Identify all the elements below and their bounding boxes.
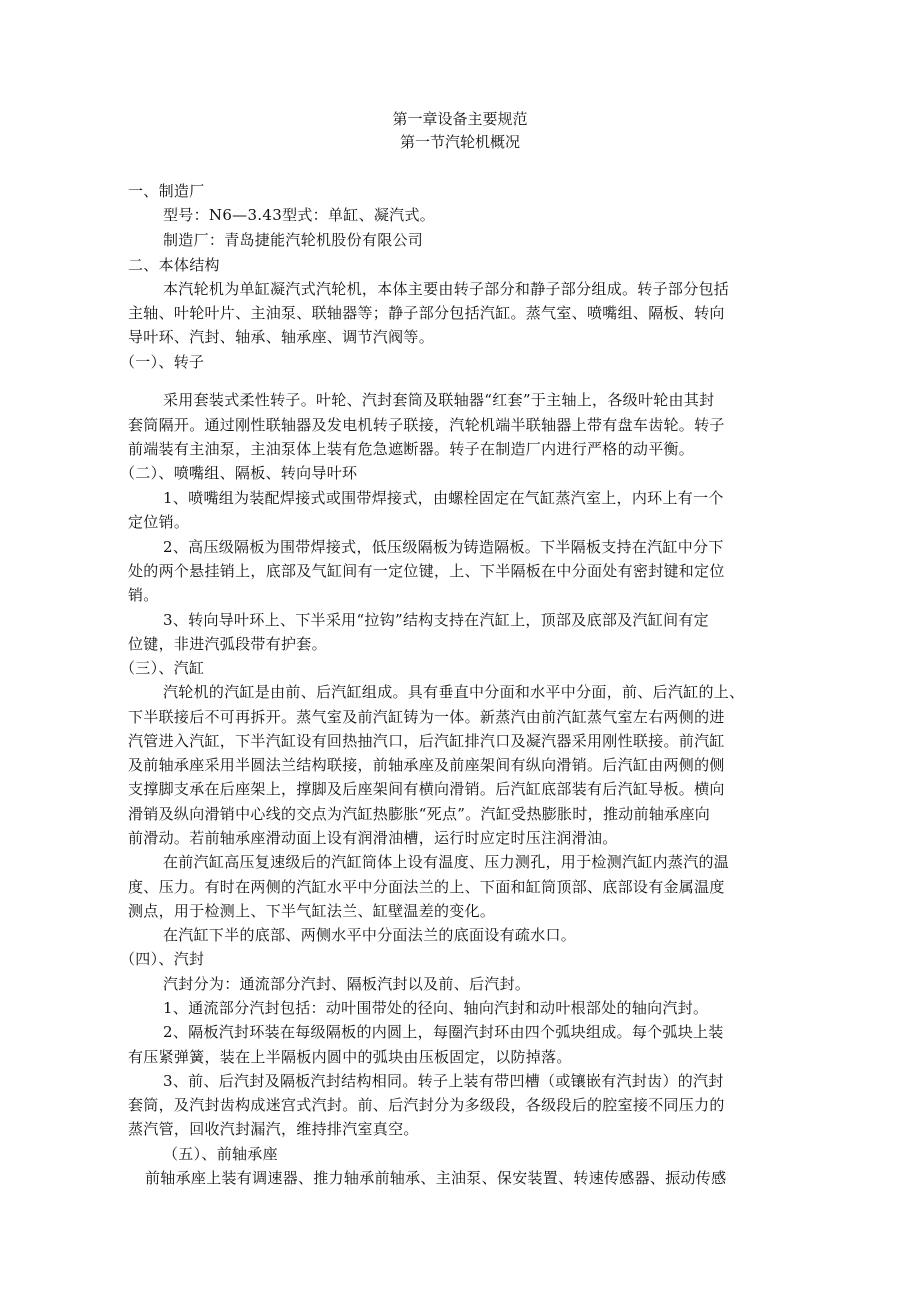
text-line: 3、转向导叶环上、下半采用“拉钩”结构支持在汽缸上，顶部及底部及汽缸间有定 [163,611,709,629]
text-line: 及前轴承座采用半圆法兰结构联接，前轴承座及前座架间有纵向滑销。后汽缸由两侧的侧 [128,756,725,774]
text-line: 3、前、后汽封及隔板汽封结构相同。转子上装有带凹槽（或镶嵌有汽封齿）的汽封 [163,1072,724,1090]
text-line: 处的两个悬挂销上，底部及气缸间有一定位键，上、下半隔板在中分面处有密封键和定位 [128,562,725,580]
heading-body-structure: 二、本体结构 [128,256,220,274]
text-line: 位键，非进汽弧段带有护套。 [128,635,327,653]
text-line: 滑销及纵向滑销中心线的交点为汽缸热膨胀“死点”。汽缸受热膨胀时，推动前轴承座向 [128,805,711,823]
text-line: 度、压力。有时在两侧的汽缸水平中分面法兰的上、下面和缸筒顶部、底部设有金属温度 [128,878,725,896]
heading-manufacturer: 一、制造厂 [128,182,205,200]
text-line: 前轴承座上装有调速器、推力轴承前轴承、主油泵、保安装置、转速传感器、振动传感 [145,1169,727,1187]
text-line: 下半联接后不可再拆开。蒸气室及前汽缸铸为一体。新蒸汽由前汽缸蒸气室左右两侧的进 [128,708,725,726]
text-line: 套筒隔开。通过刚性联轴器及发电机转子联接，汽轮机端半联轴器上带有盘车齿轮。转子 [128,416,725,434]
subheading-cylinder: （三）、汽缸 [120,659,205,677]
text-line: 测点，用于检测上、下半气缸法兰、缸壁温差的变化。 [128,902,496,920]
text-line: 汽封分为：通流部分汽封、隔板汽封以及前、后汽封。 [163,975,531,993]
text-line: 1、喷嘴组为装配焊接式或围带焊接式，由螺栓固定在气缸蒸汽室上，内环上有一个 [163,489,724,507]
text-line: 在汽缸下半的底部、两侧水平中分面法兰的底面设有疏水口。 [163,926,577,944]
text-line: 前滑动。若前轴承座滑动面上设有润滑油槽，运行时应定时压注润滑油。 [128,829,618,847]
text-line: 汽管进入汽缸，下半汽缸设有回热抽汽口，后汽缸排汽口及凝汽器采用刚性联接。前汽缸 [128,732,725,750]
text-line: 1、通流部分汽封包括：动叶围带处的径向、轴向汽封和动叶根部处的轴向汽封。 [163,999,709,1017]
text-line: 销。 [128,586,159,604]
subheading-front-bearing: （五）、前轴承座 [163,1145,278,1163]
text-line: 导叶环、汽封、轴承、轴承座、调节汽阀等。 [128,328,435,346]
text-line: 支撑脚支承在后座架上，撑脚及后座架间有横向滑销。后汽缸底部装有后汽缸导板。横向 [128,780,725,798]
text-line: 采用套装式柔性转子。叶轮、汽封套筒及联轴器“红套”于主轴上，各级叶轮由其封 [163,391,715,409]
subheading-rotor: （一）、转子 [120,353,205,371]
text-line: 蒸汽管，回收汽封漏汽，维持排汽室真空。 [128,1120,419,1138]
text-line: 主轴、叶轮叶片、主油泵、联轴器等；静子部分包括汽缸。蒸气室、喷嘴组、隔板、转向 [128,304,725,322]
text-line: 在前汽缸高压复速级后的汽缸筒体上设有温度、压力测孔，用于检测汽缸内蒸汽的温 [163,853,730,871]
text-line: 定位销。 [128,513,190,531]
text-line: 有压紧弹簧，装在上半隔板内圆中的弧块由压板固定，以防掉落。 [128,1048,572,1066]
text-line: 套筒，及汽封齿构成迷宫式汽封。前、后汽封分为多级段，各级段后的腔室接不同压力的 [128,1096,725,1114]
text-line: 型号：N6—3.43型式：单缸、凝汽式。 [163,206,436,224]
subheading-nozzle: （二）、喷嘴组、隔板、转向导叶环 [120,464,358,482]
text-line: 2、隔板汽封环装在每级隔板的内圆上，每圈汽封环由四个弧块组成。每个弧块上装 [163,1023,724,1041]
text-line: 前端装有主油泵，主油泵体上装有危急遮断器。转子在制造厂内进行严格的动平衡。 [128,440,695,458]
text-line: 制造厂：青岛捷能汽轮机股份有限公司 [163,231,424,249]
text-line: 本汽轮机为单缸凝汽式汽轮机，本体主要由转子部分和静子部分组成。转子部分包括 [163,280,730,298]
subheading-seal: （四）、汽封 [120,950,205,968]
section-title: 第一节汽轮机概况 [399,133,520,151]
text-line: 汽轮机的汽缸是由前、后汽缸组成。具有垂直中分面和水平中分面，前、后汽缸的上、 [163,683,745,701]
text-line: 2、高压级隔板为围带焊接式，低压级隔板为铸造隔板。下半隔板支持在汽缸中分下 [163,538,724,556]
chapter-title: 第一章设备主要规范 [392,110,528,128]
